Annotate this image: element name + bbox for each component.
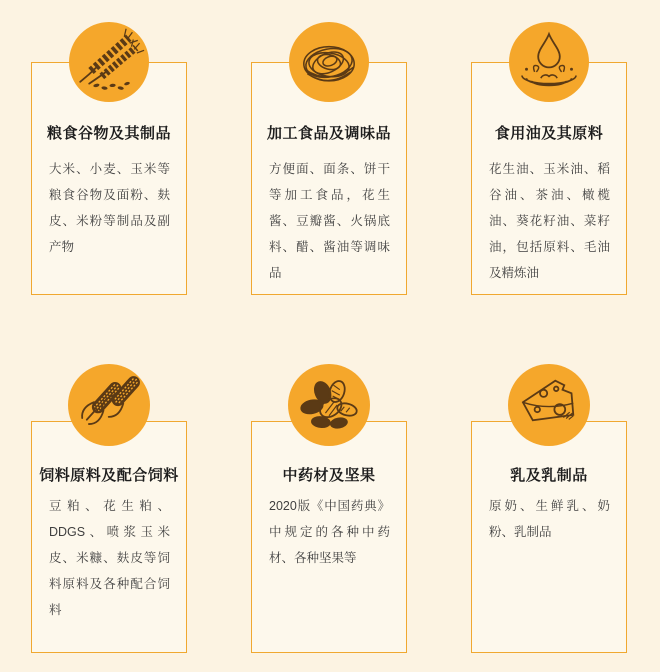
icon-circle — [288, 364, 370, 446]
category-title: 中药材及坚果 — [282, 467, 376, 484]
category-card-grains — [31, 62, 187, 295]
category-description: 2020版《中国药典》中规定的各种中药材、各种坚果等 — [269, 499, 390, 565]
category-description: 方便面、面条、饼干等加工食品，花生酱、豆瓣酱、火锅底料、醋、酱油等调味品 — [269, 162, 390, 280]
category-card-herbs-nuts — [251, 421, 407, 653]
category-description: 原奶、生鲜乳、奶粉、乳制品 — [489, 499, 610, 539]
category-title: 加工食品及调味品 — [266, 125, 391, 142]
category-title: 饲料原料及配合饲料 — [39, 467, 179, 484]
corn-icon — [73, 369, 145, 441]
icon-circle — [508, 364, 590, 446]
category-card-edible-oil — [471, 62, 627, 295]
nuts-icon — [293, 369, 365, 441]
icon-circle — [289, 22, 369, 102]
category-description: 大米、小麦、玉米等粮食谷物及面粉、麸皮、米粉等制品及副产物 — [49, 162, 170, 254]
cheese-icon — [513, 369, 585, 441]
category-description: 豆粕、花生粕、DDGS、喷浆玉米皮、米糠、麸皮等饲料原料及各种配合饲料 — [49, 499, 170, 617]
category-description: 花生油、玉米油、稻谷油、茶油、橄榄油、葵花籽油、菜籽油，包括原料、毛油及精炼油 — [489, 162, 610, 280]
category-title: 粮食谷物及其制品 — [46, 125, 171, 142]
icon-circle — [68, 364, 150, 446]
wheat-icon — [73, 26, 145, 98]
category-title: 乳及乳制品 — [510, 467, 588, 484]
category-card-dairy — [471, 421, 627, 653]
category-card-processed-foods — [251, 62, 407, 295]
icon-circle — [69, 22, 149, 102]
icon-circle — [509, 22, 589, 102]
category-title: 食用油及其原料 — [494, 125, 604, 142]
noodles-icon — [293, 26, 365, 98]
category-card-feed — [31, 421, 187, 653]
oil-drop-icon — [513, 26, 585, 98]
